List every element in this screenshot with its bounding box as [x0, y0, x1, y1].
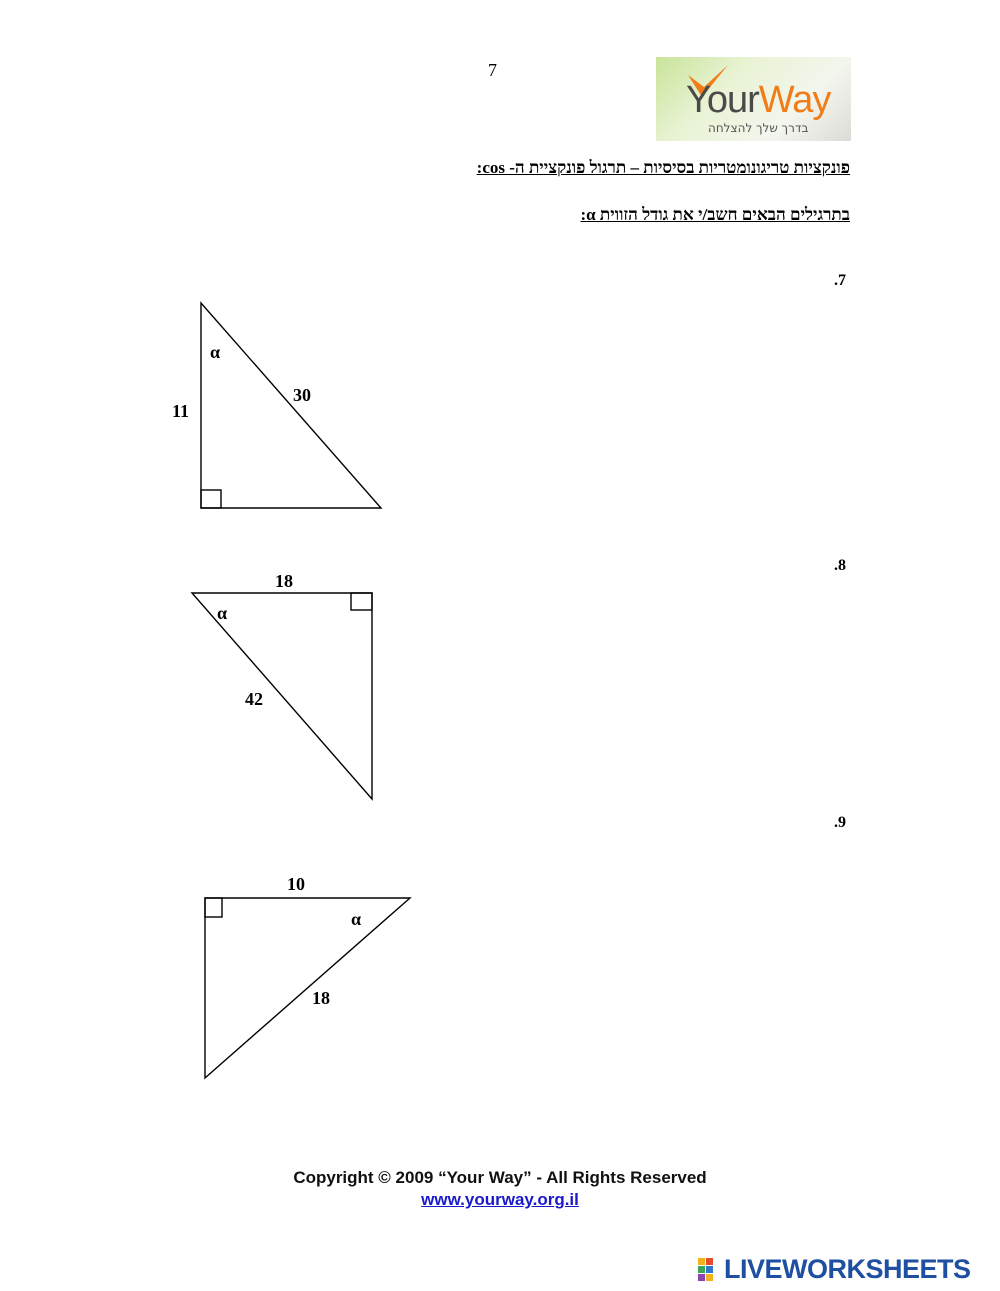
- logo-tagline: בדרך שלך להצלחה: [708, 121, 809, 135]
- q7-angle-label: α: [210, 342, 221, 362]
- q8-angle-label: α: [217, 603, 228, 623]
- q9-leg-label: 10: [287, 874, 305, 894]
- website-link[interactable]: www.yourway.org.il: [421, 1190, 579, 1209]
- page-number: 7: [488, 60, 497, 80]
- worksheet-instruction: בתרגילים הבאים חשב/י את גודל הזווית α:: [580, 205, 850, 224]
- triangle-q7: [201, 303, 381, 508]
- question-number-7: .7: [834, 272, 846, 289]
- triangle-q8: [192, 593, 372, 799]
- q9-hypotenuse-label: 18: [312, 988, 330, 1008]
- q8-leg-label: 18: [275, 571, 293, 591]
- question-number-8: .8: [834, 557, 846, 574]
- liveworksheets-wordmark: LIVEWORKSHEETS: [724, 1254, 971, 1284]
- q9-angle-label: α: [351, 909, 362, 929]
- q7-hypotenuse-label: 30: [293, 385, 311, 405]
- logo-wordmark: YourWay: [686, 79, 831, 121]
- q7-leg-label: 11: [172, 401, 190, 421]
- question-number-9: .9: [834, 814, 846, 831]
- liveworksheets-logo-icon: [698, 1258, 722, 1282]
- copyright-notice: Copyright © 2009 “Your Way” - All Rights Reserved: [293, 1168, 707, 1187]
- worksheet-title: פונקציות טריגונומטריות בסיסיות – תרגול פונקציית ה- cos:: [476, 158, 850, 177]
- triangle-q9: [205, 898, 410, 1078]
- q8-hypotenuse-label: 42: [245, 689, 263, 709]
